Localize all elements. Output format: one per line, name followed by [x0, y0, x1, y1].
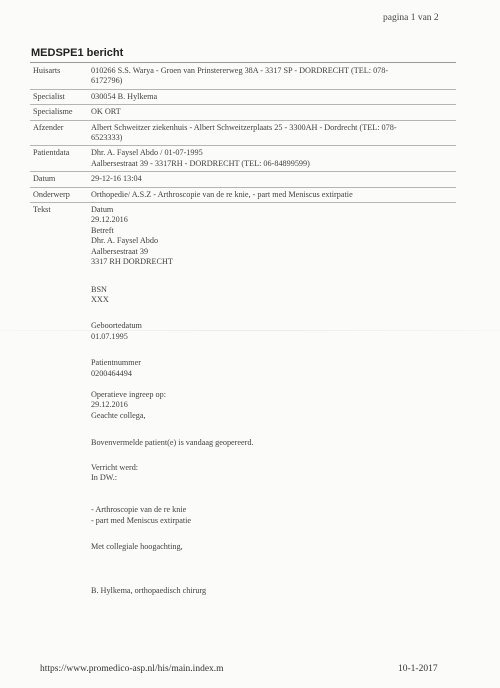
field-label: Onderwerp [33, 189, 70, 199]
letter-line: Patientnummer [91, 358, 142, 368]
letter-line: In DW.: [91, 472, 118, 482]
letter-line: BSN [91, 284, 107, 294]
field-value [91, 146, 456, 171]
field-label: Specialisme [33, 107, 73, 117]
field-value-line: Dhr. A. Faysel Abdo / 01-07-1995 [91, 148, 203, 158]
field-value [91, 172, 456, 186]
document-title: MEDSPE1 bericht [31, 47, 124, 59]
message-table [30, 64, 456, 598]
letter-line: Verricht werd: [91, 462, 139, 472]
letter-line: Dhr. A. Faysel Abdo [91, 236, 159, 246]
field-label: Tekst [33, 205, 51, 215]
field-value [91, 64, 456, 89]
page-number: pagina 1 van 2 [383, 13, 439, 23]
letter-line: Bovenvermelde patient(e) is vandaag geopereerd. [91, 438, 254, 448]
field-row-specialist [30, 90, 456, 105]
letter-line: 01.07.1995 [91, 331, 128, 341]
field-label: Huisarts [33, 66, 61, 75]
field-value-line: 010266 S.S. Warya - Groen van Prinstererweg 38A - 3317 SP - DORDRECHT (TEL: 078- [91, 66, 389, 75]
field-row-datum [30, 172, 456, 187]
field-row-afzender [30, 121, 456, 147]
field-row-tekst [30, 203, 456, 598]
letter-line: - part med Meniscus extirpatie [91, 515, 192, 525]
field-value-line: Orthopedie/ A.S.Z - Arthroscopie van de re knie, - part med Meniscus extirpatie [91, 189, 353, 199]
letter-line: 29.12.2016 [91, 400, 128, 410]
footer-date: 10-1-2017 [398, 664, 438, 674]
field-row-specialisme [30, 105, 456, 120]
field-value-line: 29-12-16 13:04 [91, 174, 142, 184]
field-label: Afzender [33, 122, 64, 132]
letter-line: Datum [91, 205, 114, 215]
field-label: Datum [33, 174, 56, 184]
field-value-line: 030054 B. Hylkema [91, 91, 158, 101]
field-value-line: 6523333) [91, 133, 123, 143]
field-value [91, 105, 456, 119]
field-row-huisarts [30, 64, 456, 90]
letter-body [91, 203, 456, 598]
letter-line: Operatieve ingreep op: [91, 389, 167, 399]
field-value [91, 90, 456, 104]
field-value-line: Aalbersestraat 39 - 3317RH - DORDRECHT (TEL: 06-84899599) [91, 158, 310, 168]
title-divider [30, 62, 456, 63]
field-value-line: OK ORT [91, 107, 121, 117]
letter-line: B. Hylkema, orthopaedisch chirurg [91, 585, 207, 595]
field-value-line: Albert Schweitzer ziekenhuis - Albert Schweitzerplaats 25 - 3300AH - Dordrecht (TEL: 078- [91, 122, 397, 132]
letter-line: - Arthroscopie van de re knie [91, 505, 187, 515]
letter-line: Geachte collega, [91, 410, 146, 420]
field-value-line: 6172796) [91, 76, 123, 86]
letter-line: 29.12.2016 [91, 215, 128, 225]
letter-line: Betreft [91, 225, 114, 235]
letter-line: 0200464494 [91, 368, 132, 378]
letter-line: XXX [91, 294, 109, 304]
field-row-patientdata [30, 146, 456, 172]
footer-url: https://www.promedico-asp.nl/his/main.index.m [40, 664, 224, 674]
letter-line: Aalbersestraat 39 [91, 246, 149, 256]
field-value [91, 121, 456, 146]
letter-line: 3317 RH DORDRECHT [91, 257, 173, 267]
field-label: Patientdata [33, 148, 70, 158]
field-row-onderwerp [30, 188, 456, 203]
letter-line: Met collegiale hoogachting, [91, 542, 183, 552]
field-value [91, 188, 456, 202]
field-label: Specialist [33, 91, 65, 101]
letter-line: Geboortedatum [91, 321, 142, 331]
